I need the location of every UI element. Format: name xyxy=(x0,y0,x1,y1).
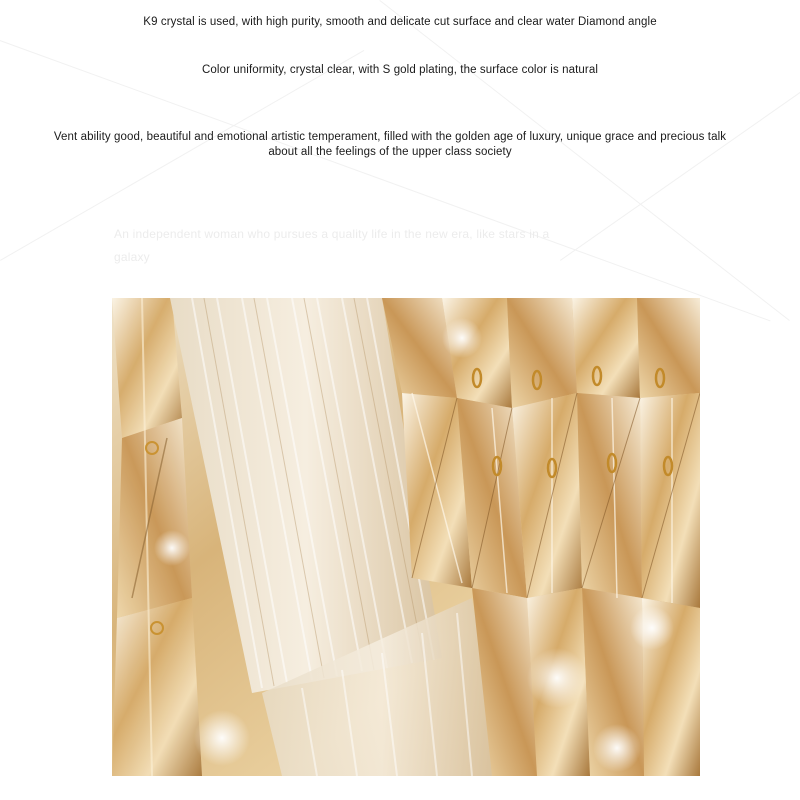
description-line-3: Vent ability good, beautiful and emotional artistic temperament, filled with the golden age of luxury, unique grace and precious talk about all the feelings of the upper class society xyxy=(53,131,727,158)
description-line-2: Color uniformity, crystal clear, with S gold plating, the surface color is natural xyxy=(202,64,598,76)
background-line xyxy=(379,0,789,321)
crystal-illustration xyxy=(112,298,700,776)
faded-slogan: An independent woman who pursues a quality life in the new era, like stars in a galaxy xyxy=(114,227,550,264)
chandelier-crystal-photo xyxy=(112,298,700,776)
description-line-1: K9 crystal is used, with high purity, smooth and delicate cut surface and clear water Diamond angle xyxy=(143,16,657,28)
background-line xyxy=(0,40,771,321)
